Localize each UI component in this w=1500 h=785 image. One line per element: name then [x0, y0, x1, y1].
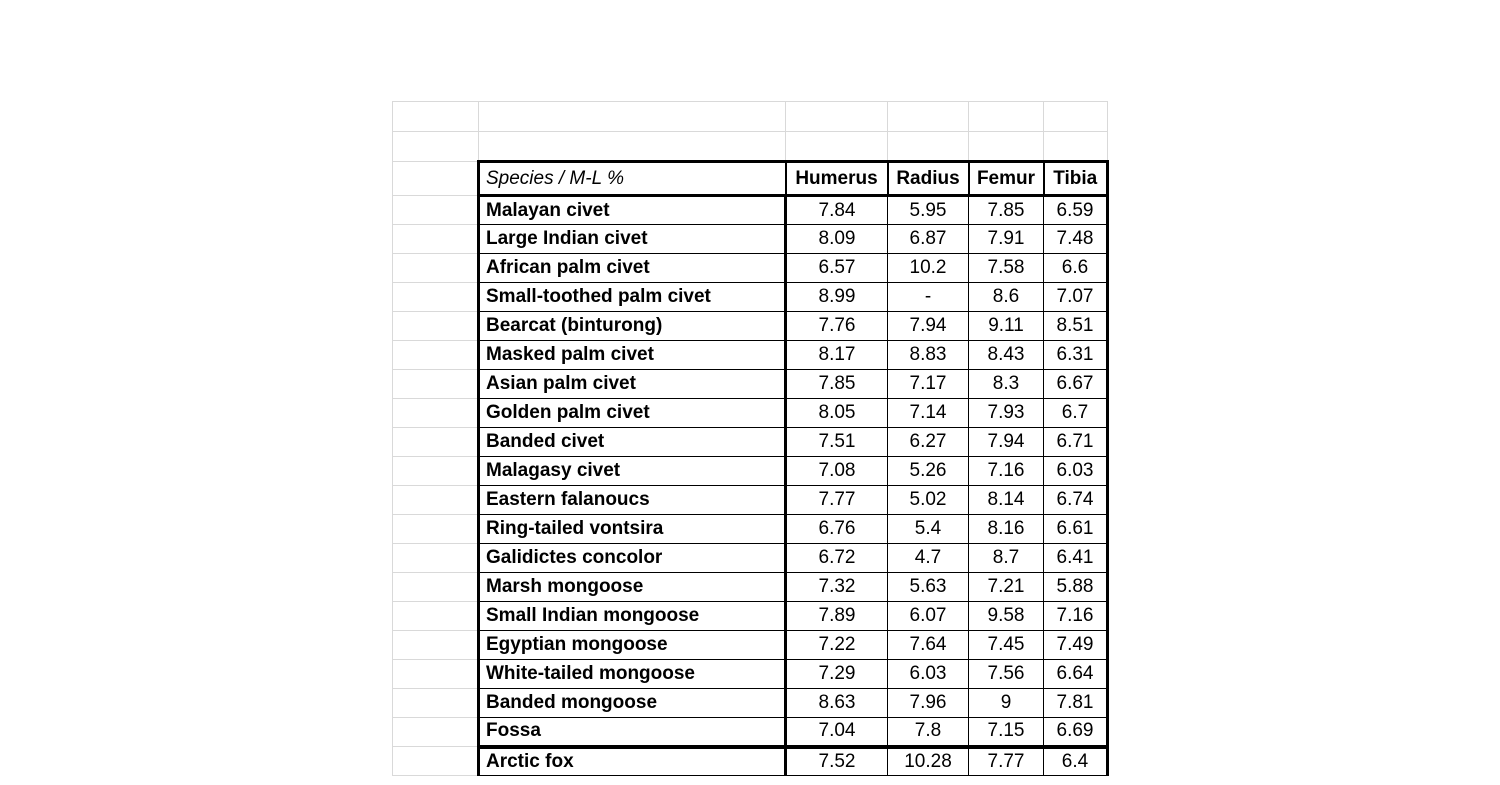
data-table: [392, 101, 1109, 776]
value-cell[interactable]: 6.71: [1044, 428, 1108, 457]
species-name-cell[interactable]: Malayan civet: [479, 196, 786, 225]
value-cell[interactable]: 7.29: [786, 660, 888, 689]
table-row: [393, 631, 1108, 660]
cell[interactable]: [393, 225, 479, 254]
value-cell[interactable]: 6.03: [888, 660, 969, 689]
cell[interactable]: [393, 718, 479, 747]
cell[interactable]: [393, 631, 479, 660]
cell[interactable]: [393, 341, 479, 370]
species-name-cell[interactable]: Bearcat (binturong): [479, 312, 786, 341]
value-cell[interactable]: 8.63: [786, 689, 888, 718]
value-cell[interactable]: 6.27: [888, 428, 969, 457]
value-cell[interactable]: 7.76: [786, 312, 888, 341]
cell[interactable]: [1044, 102, 1108, 132]
value-cell[interactable]: 7.64: [888, 631, 969, 660]
value-cell[interactable]: 9.11: [969, 312, 1044, 341]
value-cell[interactable]: 10.2: [888, 254, 969, 283]
cell[interactable]: [969, 102, 1044, 132]
table-header-row: [393, 162, 1108, 196]
value-cell[interactable]: 7.58: [969, 254, 1044, 283]
value-cell[interactable]: 7.22: [786, 631, 888, 660]
value-cell[interactable]: 8.09: [786, 225, 888, 254]
value-cell[interactable]: 10.28: [888, 747, 969, 776]
cell[interactable]: [393, 602, 479, 631]
value-cell[interactable]: 6.67: [1044, 370, 1108, 399]
cell[interactable]: [393, 747, 479, 776]
cell[interactable]: [888, 132, 969, 162]
cell[interactable]: [393, 162, 479, 196]
value-cell[interactable]: 7.85: [786, 370, 888, 399]
cell[interactable]: [393, 689, 479, 718]
value-cell[interactable]: 6.59: [1044, 196, 1108, 225]
species-name-cell[interactable]: Marsh mongoose: [479, 573, 786, 602]
species-name-cell[interactable]: Small Indian mongoose: [479, 602, 786, 631]
value-cell[interactable]: 6.41: [1044, 544, 1108, 573]
value-cell[interactable]: 7.08: [786, 457, 888, 486]
cell[interactable]: [479, 102, 786, 132]
cell[interactable]: [969, 132, 1044, 162]
value-cell[interactable]: 5.95: [888, 196, 969, 225]
value-cell[interactable]: 7.94: [888, 312, 969, 341]
table-row: [393, 660, 1108, 689]
value-cell[interactable]: 7.56: [969, 660, 1044, 689]
value-cell[interactable]: 7.93: [969, 399, 1044, 428]
value-cell[interactable]: 4.7: [888, 544, 969, 573]
empty-row: [393, 132, 1108, 162]
species-name-cell[interactable]: Golden palm civet: [479, 399, 786, 428]
value-cell[interactable]: 7.89: [786, 602, 888, 631]
cell[interactable]: [393, 660, 479, 689]
value-cell[interactable]: 8.7: [969, 544, 1044, 573]
cell[interactable]: [393, 370, 479, 399]
species-name-cell[interactable]: Egyptian mongoose: [479, 631, 786, 660]
table-row: [393, 341, 1108, 370]
value-cell[interactable]: 7.96: [888, 689, 969, 718]
value-cell[interactable]: 7.81: [1044, 689, 1108, 718]
value-cell[interactable]: 5.4: [888, 515, 969, 544]
value-cell[interactable]: 6.07: [888, 602, 969, 631]
empty-row: [393, 102, 1108, 132]
value-cell[interactable]: 6.72: [786, 544, 888, 573]
species-name-cell[interactable]: Banded mongoose: [479, 689, 786, 718]
value-cell[interactable]: 6.64: [1044, 660, 1108, 689]
value-cell[interactable]: 8.16: [969, 515, 1044, 544]
value-cell[interactable]: 8.17: [786, 341, 888, 370]
value-cell[interactable]: 6.31: [1044, 341, 1108, 370]
table-row: [393, 718, 1108, 747]
species-name-cell[interactable]: Banded civet: [479, 428, 786, 457]
cell[interactable]: [393, 399, 479, 428]
spreadsheet-grid: [392, 101, 1109, 776]
value-cell[interactable]: 7.77: [969, 747, 1044, 776]
value-cell[interactable]: 6.03: [1044, 457, 1108, 486]
table-row: [393, 312, 1108, 341]
value-cell[interactable]: 6.7: [1044, 399, 1108, 428]
value-cell[interactable]: 5.63: [888, 573, 969, 602]
cell[interactable]: [888, 102, 969, 132]
species-name-cell[interactable]: Eastern falanoucs: [479, 486, 786, 515]
cell[interactable]: [393, 283, 479, 312]
value-cell[interactable]: 6.76: [786, 515, 888, 544]
table-row: [393, 370, 1108, 399]
value-cell[interactable]: 5.88: [1044, 573, 1108, 602]
value-cell[interactable]: 7.77: [786, 486, 888, 515]
table-row: [393, 747, 1108, 776]
cell[interactable]: [1044, 132, 1108, 162]
table-row: [393, 254, 1108, 283]
value-cell[interactable]: 8.83: [888, 341, 969, 370]
value-cell[interactable]: 7.45: [969, 631, 1044, 660]
cell[interactable]: [393, 254, 479, 283]
value-cell[interactable]: 7.94: [969, 428, 1044, 457]
cell[interactable]: [786, 102, 888, 132]
species-name-cell[interactable]: Galidictes concolor: [479, 544, 786, 573]
table-row: [393, 573, 1108, 602]
value-cell[interactable]: 6.57: [786, 254, 888, 283]
value-cell[interactable]: 9.58: [969, 602, 1044, 631]
table-row: [393, 283, 1108, 312]
species-name-cell[interactable]: White-tailed mongoose: [479, 660, 786, 689]
value-cell[interactable]: 7.32: [786, 573, 888, 602]
value-cell[interactable]: 7.17: [888, 370, 969, 399]
cell[interactable]: [786, 132, 888, 162]
value-cell[interactable]: 7.84: [786, 196, 888, 225]
species-name-cell[interactable]: Asian palm civet: [479, 370, 786, 399]
value-cell[interactable]: 6.61: [1044, 515, 1108, 544]
value-cell[interactable]: 6.4: [1044, 747, 1108, 776]
table-row: [393, 428, 1108, 457]
value-cell[interactable]: 7.91: [969, 225, 1044, 254]
value-cell[interactable]: 8.99: [786, 283, 888, 312]
value-cell[interactable]: 7.51: [786, 428, 888, 457]
species-name-cell[interactable]: African palm civet: [479, 254, 786, 283]
value-cell[interactable]: 9: [969, 689, 1044, 718]
cell[interactable]: [393, 312, 479, 341]
cell[interactable]: [393, 428, 479, 457]
species-name-cell[interactable]: Large Indian civet: [479, 225, 786, 254]
value-cell[interactable]: 8.51: [1044, 312, 1108, 341]
table-row: [393, 689, 1108, 718]
cell[interactable]: [393, 573, 479, 602]
table-row: [393, 602, 1108, 631]
header-tibia[interactable]: Tibia: [1044, 162, 1108, 196]
table-row: [393, 486, 1108, 515]
value-cell[interactable]: 5.02: [888, 486, 969, 515]
header-species[interactable]: Species / M-L %: [479, 162, 786, 196]
value-cell[interactable]: 7.49: [1044, 631, 1108, 660]
value-cell[interactable]: 6.74: [1044, 486, 1108, 515]
value-cell[interactable]: 7.16: [1044, 602, 1108, 631]
cell[interactable]: [479, 132, 786, 162]
species-name-cell[interactable]: Ring-tailed vontsira: [479, 515, 786, 544]
species-name-cell[interactable]: Arctic fox: [479, 747, 786, 776]
table-row: [393, 196, 1108, 225]
value-cell[interactable]: 8.14: [969, 486, 1044, 515]
value-cell[interactable]: 7.85: [969, 196, 1044, 225]
value-cell[interactable]: 6.87: [888, 225, 969, 254]
value-cell[interactable]: 8.05: [786, 399, 888, 428]
value-cell[interactable]: 7.07: [1044, 283, 1108, 312]
cell[interactable]: [393, 515, 479, 544]
value-cell[interactable]: 8.43: [969, 341, 1044, 370]
value-cell[interactable]: 7.52: [786, 747, 888, 776]
value-cell[interactable]: 6.69: [1044, 718, 1108, 747]
value-cell[interactable]: 7.21: [969, 573, 1044, 602]
species-name-cell[interactable]: Fossa: [479, 718, 786, 747]
value-cell[interactable]: 7.8: [888, 718, 969, 747]
species-name-cell[interactable]: Small-toothed palm civet: [479, 283, 786, 312]
species-name-cell[interactable]: Malagasy civet: [479, 457, 786, 486]
header-humerus[interactable]: Humerus: [786, 162, 888, 196]
value-cell[interactable]: -: [888, 283, 969, 312]
value-cell[interactable]: 7.48: [1044, 225, 1108, 254]
table-row: [393, 544, 1108, 573]
value-cell[interactable]: 5.26: [888, 457, 969, 486]
cell[interactable]: [393, 132, 479, 162]
header-radius[interactable]: Radius: [888, 162, 969, 196]
value-cell[interactable]: 8.6: [969, 283, 1044, 312]
value-cell[interactable]: 7.15: [969, 718, 1044, 747]
value-cell[interactable]: 7.16: [969, 457, 1044, 486]
value-cell[interactable]: 8.3: [969, 370, 1044, 399]
cell[interactable]: [393, 544, 479, 573]
cell[interactable]: [393, 102, 479, 132]
cell[interactable]: [393, 457, 479, 486]
value-cell[interactable]: 7.04: [786, 718, 888, 747]
table-row: [393, 399, 1108, 428]
table-row: [393, 457, 1108, 486]
species-name-cell[interactable]: Masked palm civet: [479, 341, 786, 370]
header-femur[interactable]: Femur: [969, 162, 1044, 196]
table-row: [393, 225, 1108, 254]
value-cell[interactable]: 7.14: [888, 399, 969, 428]
cell[interactable]: [393, 196, 479, 225]
cell[interactable]: [393, 486, 479, 515]
value-cell[interactable]: 6.6: [1044, 254, 1108, 283]
table-row: [393, 515, 1108, 544]
